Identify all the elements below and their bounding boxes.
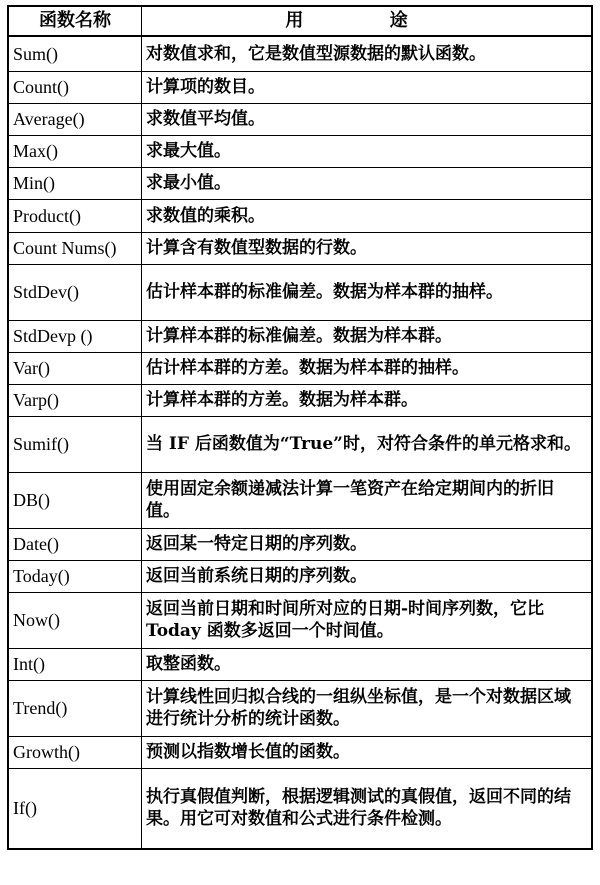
function-description: 返回某一特定日期的序列数。	[142, 528, 593, 560]
function-description: 计算样本群的方差。数据为样本群。	[142, 384, 593, 416]
function-name: Now()	[8, 592, 142, 648]
function-name: Var()	[8, 352, 142, 384]
function-description: 预测以指数增长值的函数。	[142, 736, 593, 768]
function-description: 取整函数。	[142, 648, 593, 680]
function-description: 估计样本群的标准偏差。数据为样本群的抽样。	[142, 264, 593, 320]
table-row	[8, 71, 592, 103]
function-description: 计算样本群的标准偏差。数据为样本群。	[142, 320, 593, 352]
function-description: 求最大值。	[142, 135, 593, 167]
function-name: StdDevp ()	[8, 320, 142, 352]
function-description: 计算项的数目。	[142, 71, 593, 103]
table-row	[8, 416, 592, 472]
function-name: Count Nums()	[8, 232, 142, 264]
function-description: 对数值求和，它是数值型源数据的默认函数。	[142, 36, 593, 71]
function-name: StdDev()	[8, 264, 142, 320]
function-name: Min()	[8, 167, 142, 199]
table-row	[8, 648, 592, 680]
function-name: If()	[8, 768, 142, 849]
table-row	[8, 680, 592, 736]
header-function-name: 函数名称	[8, 6, 142, 36]
table-row	[8, 528, 592, 560]
function-name: Growth()	[8, 736, 142, 768]
table-row	[8, 167, 592, 199]
function-description: 求最小值。	[142, 167, 593, 199]
function-name: Trend()	[8, 680, 142, 736]
function-name: Date()	[8, 528, 142, 560]
table-row	[8, 472, 592, 528]
table-row	[8, 320, 592, 352]
function-description: 当 IF 后函数值为“True”时，对符合条件的单元格求和。	[142, 416, 593, 472]
function-description: 求数值平均值。	[142, 103, 593, 135]
function-name: Today()	[8, 560, 142, 592]
function-table	[7, 5, 593, 850]
function-name: DB()	[8, 472, 142, 528]
function-name: Sum()	[8, 36, 142, 71]
function-description: 返回当前日期和时间所对应的日期-时间序列数，它比 Today 函数多返回一个时间值。	[142, 592, 593, 648]
function-description: 计算线性回归拟合线的一组纵坐标值，是一个对数据区域进行统计分析的统计函数。	[142, 680, 593, 736]
table-row	[8, 232, 592, 264]
function-name: Int()	[8, 648, 142, 680]
function-name: Sumif()	[8, 416, 142, 472]
function-description: 返回当前系统日期的序列数。	[142, 560, 593, 592]
table-row	[8, 199, 592, 232]
table-row	[8, 103, 592, 135]
function-description: 计算含有数值型数据的行数。	[142, 232, 593, 264]
function-name: Average()	[8, 103, 142, 135]
function-description: 执行真假值判断，根据逻辑测试的真假值，返回不同的结果。用它可对数值和公式进行条件检测。	[142, 768, 593, 849]
table-row	[8, 352, 592, 384]
table-row	[8, 768, 592, 849]
table-row	[8, 560, 592, 592]
function-description: 估计样本群的方差。数据为样本群的抽样。	[142, 352, 593, 384]
table-row	[8, 36, 592, 71]
table-header-row	[8, 6, 592, 36]
table-row	[8, 135, 592, 167]
table-row	[8, 384, 592, 416]
table-row	[8, 264, 592, 320]
function-name: Max()	[8, 135, 142, 167]
function-name: Count()	[8, 71, 142, 103]
function-description: 求数值的乘积。	[142, 199, 593, 232]
function-name: Product()	[8, 199, 142, 232]
table-row	[8, 736, 592, 768]
table-row	[8, 592, 592, 648]
function-name: Varp()	[8, 384, 142, 416]
header-purpose: 用 途	[142, 6, 593, 36]
function-description: 使用固定余额递减法计算一笔资产在给定期间内的折旧值。	[142, 472, 593, 528]
